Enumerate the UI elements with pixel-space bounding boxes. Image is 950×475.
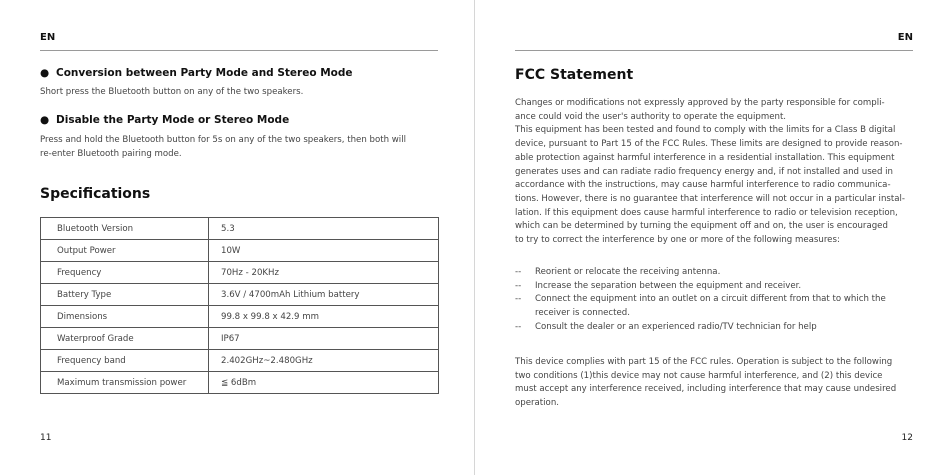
fcc-paragraph: Changes or modifications not expressly approved by the party responsible for compli- ance could void the user's authority to operate the equipment. This equipment has been tested and found to comply with the limits for a Class B digital device, pursuant to Part 15 of the FCC Rules. These limits are designed to provide reason- able protection against harmful interference in a residential installation. This equipment generates uses and can radiate radio frequency energy and, if not installed and used in accordance with the instructions, may cause harmful interference to radio communica- tions. However, there is no guarantee that interference will not occur in a particular instal- lation. If this equipment does cause harmful interference to radio or television reception, which can be determined by turning the equipment off and on, the user is encouraged to try to correct the interference by one or more of the following measures: <box>515 98 905 246</box>
list-item: -- Consult the dealer or an experienced radio/TV technician for help <box>515 321 817 332</box>
bullet-icon: ● <box>40 67 50 79</box>
fcc-measures-list <box>515 266 915 335</box>
language-label: EN <box>897 32 913 43</box>
table-row: Maximum transmission power ≦ 6dBm <box>41 372 439 394</box>
header-rule <box>40 50 438 51</box>
specifications-table <box>40 217 439 394</box>
table-row: Output Power 10W <box>41 240 439 262</box>
language-label: EN <box>40 32 56 43</box>
list-item: -- Increase the separation between the equipment and receiver. <box>515 280 802 291</box>
section-heading: ● Conversion between Party Mode and Stereo Mode <box>40 67 353 79</box>
list-item: -- Reorient or relocate the receiving antenna. <box>515 267 721 277</box>
fcc-title: FCC Statement <box>515 67 634 83</box>
header-rule <box>515 50 913 51</box>
table-row: Waterproof Grade IP67 <box>41 328 439 350</box>
section-heading: ● Disable the Party Mode or Stereo Mode <box>40 114 290 126</box>
specifications-title: Specifications <box>40 186 151 202</box>
page-number: 11 <box>40 433 52 443</box>
table-row: Battery Type 3.6V / 4700mAh Lithium battery <box>41 284 439 306</box>
table-row: Dimensions 99.8 x 99.8 x 42.9 mm <box>41 306 439 328</box>
table-row: Frequency 70Hz - 20KHz <box>41 262 439 284</box>
list-item: -- Connect the equipment into an outlet on a circuit different from that to which the receiver is connected. <box>515 294 886 319</box>
page-number: 12 <box>901 433 913 443</box>
table-row: Bluetooth Version 5.3 <box>41 218 439 240</box>
section-body: Press and hold the Bluetooth button for 5s on any of the two speakers, then both will re-enter Bluetooth pairing mode. <box>40 135 406 159</box>
section-body: Short press the Bluetooth button on any of the two speakers. <box>40 87 304 97</box>
table-row: Frequency band 2.402GHz~2.480GHz <box>41 350 439 372</box>
bullet-icon: ● <box>40 114 50 126</box>
right-page <box>475 0 950 475</box>
fcc-compliance-paragraph: This device complies with part 15 of the FCC rules. Operation is subject to the following two conditions (1)this device may not cause harmful interference, and (2) this device must accept any interference received, including interference that may cause undesired operation. <box>515 357 897 409</box>
